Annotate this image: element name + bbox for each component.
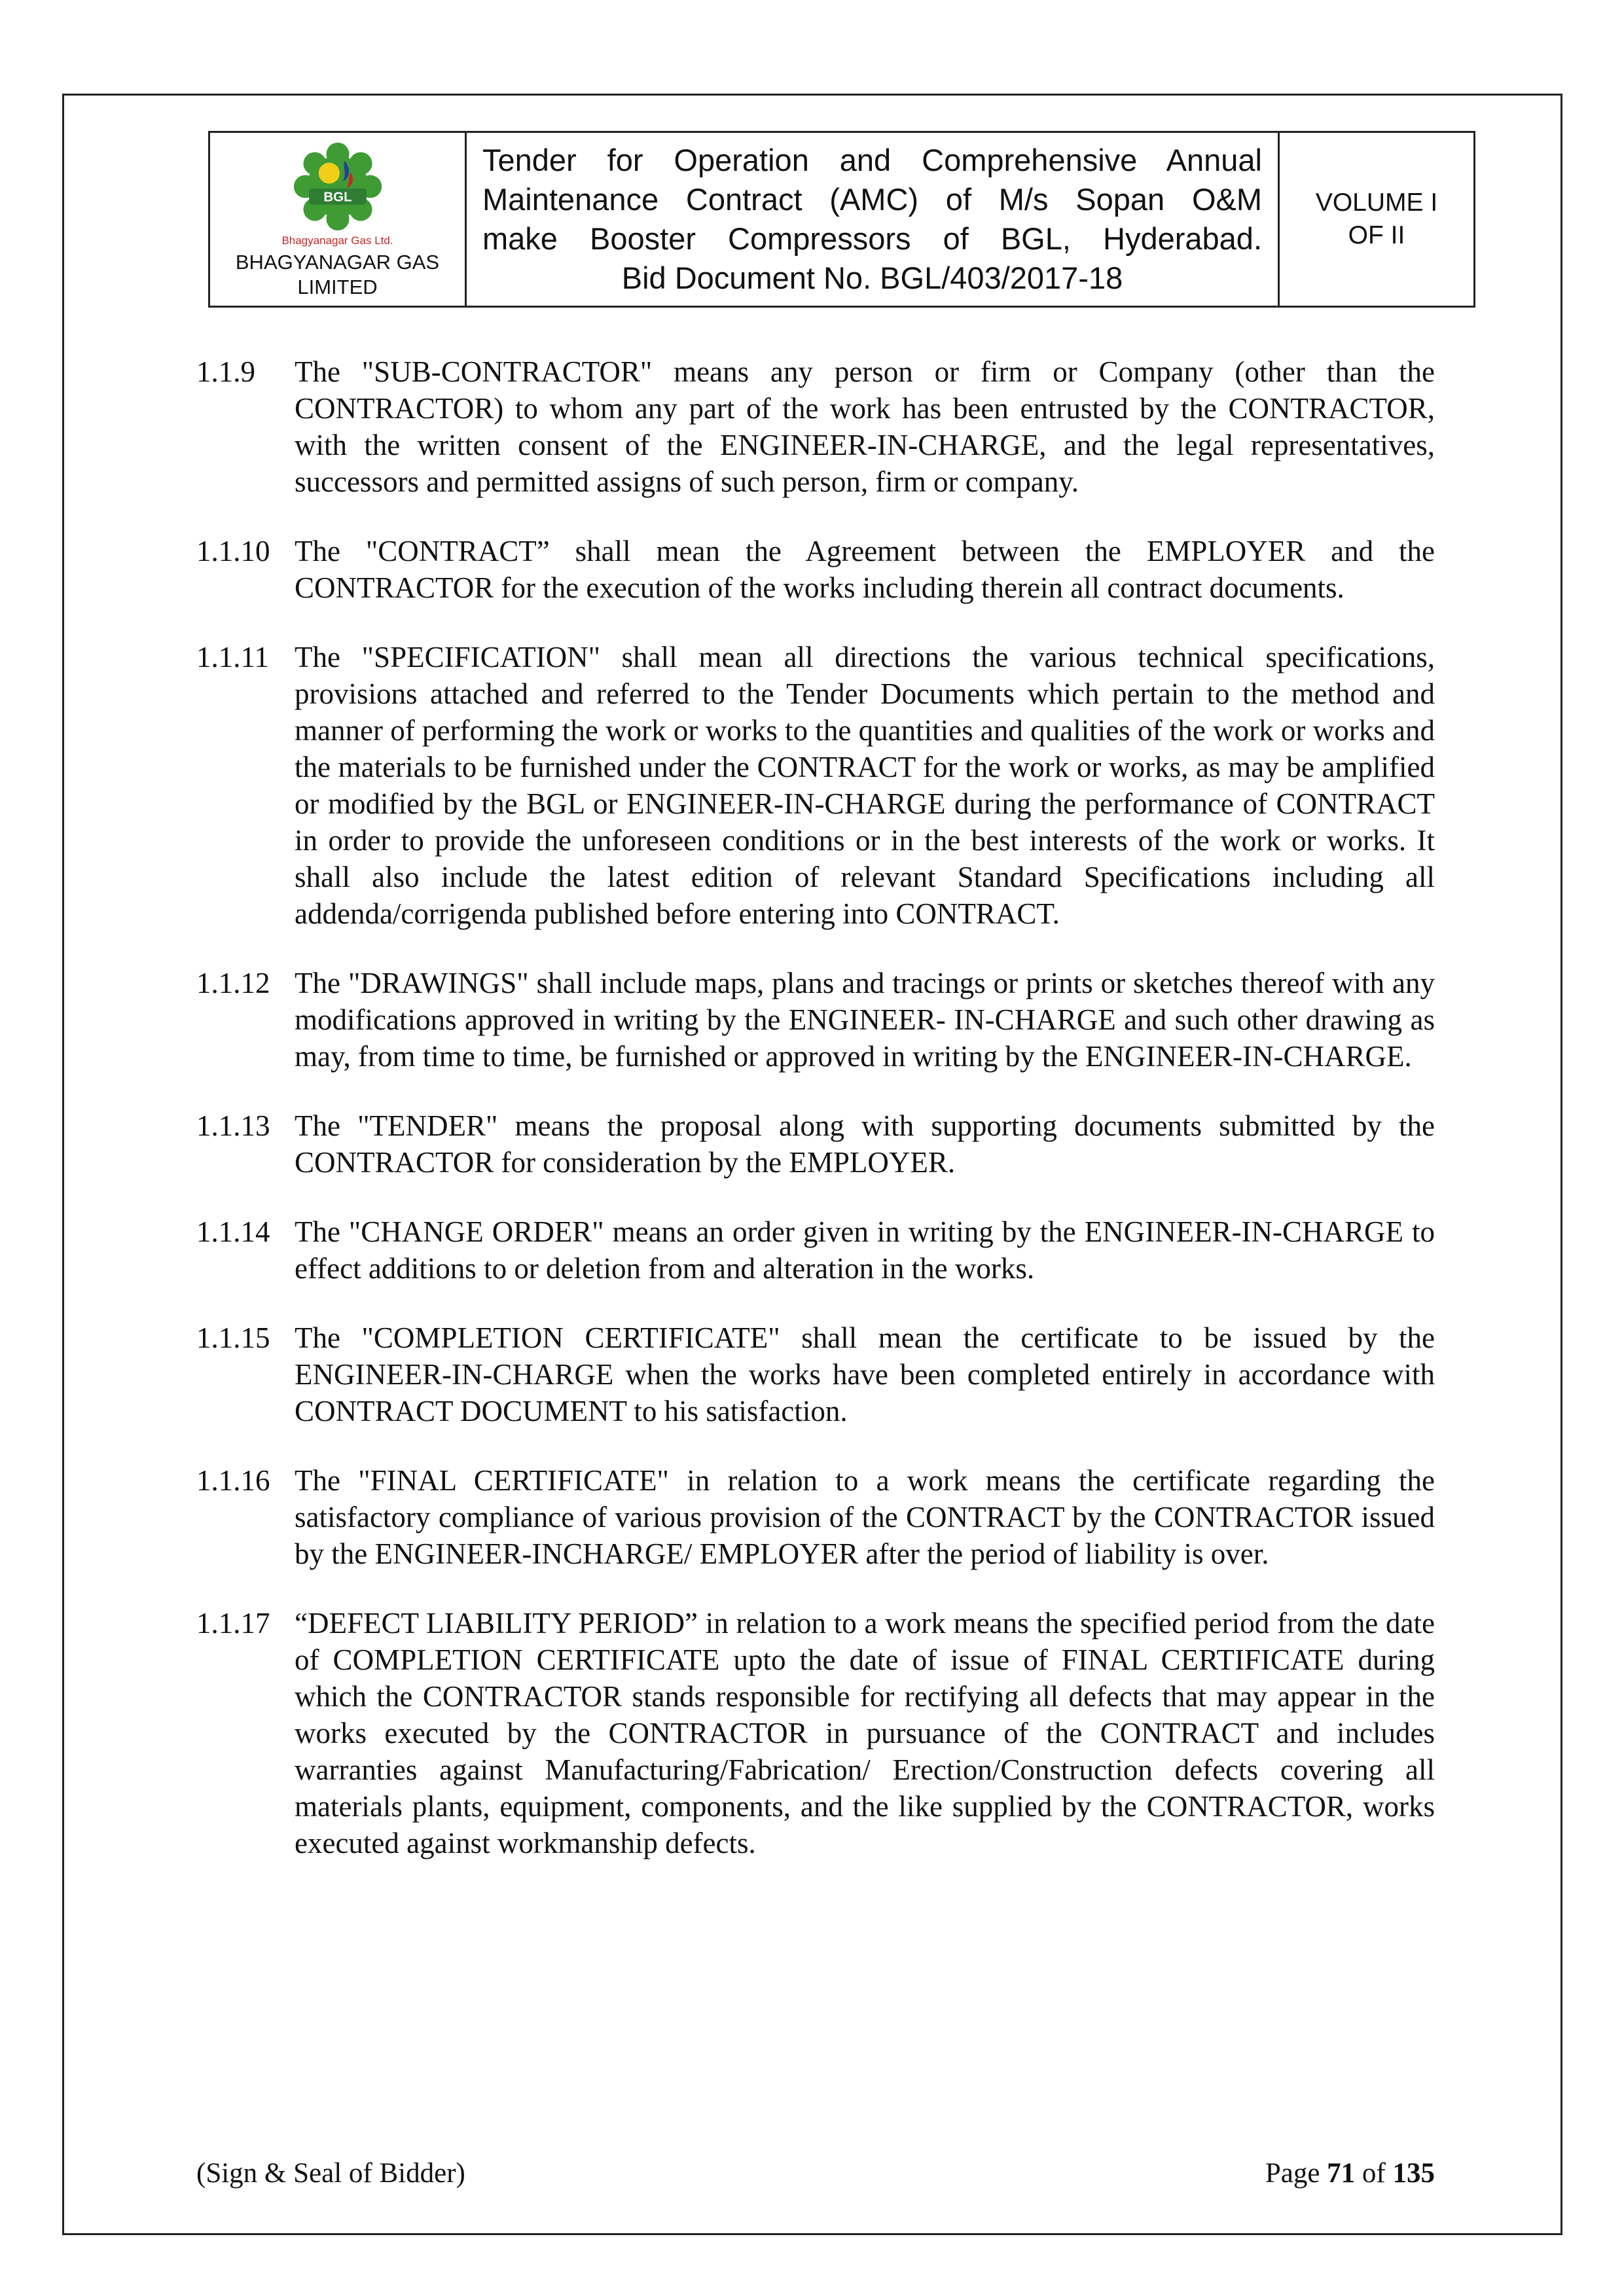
- bid-document-number: Bid Document No. BGL/403/2017-18: [621, 260, 1123, 295]
- volume-line-1: VOLUME I: [1315, 188, 1438, 217]
- clause-1-1-11: [196, 639, 1435, 932]
- volume-label: [1280, 133, 1473, 306]
- clause-number: 1.1.14: [196, 1215, 270, 1248]
- logo-caption: Bhagyanagar Gas Ltd.: [281, 234, 393, 247]
- clause-1-1-16: [196, 1462, 1435, 1572]
- of-word: of: [1362, 2158, 1386, 2189]
- clause-text: The "TENDER" means the proposal along with supporting documents submitted by the CONTRACTOR for consideration by the EMPLOYER.: [295, 1109, 1435, 1179]
- total-pages: 135: [1392, 2158, 1435, 2189]
- organization-name-line2: LIMITED: [297, 276, 378, 298]
- page-indicator: [1265, 2157, 1435, 2191]
- document-title-line-2: Maintenance Contract (AMC) of M/s Sopan O&M: [482, 182, 1262, 217]
- page-word: Page: [1265, 2158, 1320, 2189]
- clause-number: 1.1.13: [196, 1109, 270, 1142]
- clause-1-1-12: [196, 965, 1435, 1075]
- document-title: [467, 133, 1280, 306]
- clause-1-1-15: [196, 1319, 1435, 1429]
- clause-text: “DEFECT LIABILITY PERIOD” in relation to a work means the specified period from the date of COMPLETION CERTIFICATE upto the date of issue of FINAL CERTIFICATE during which the CONTRACTOR stands responsible for rectifying all defects that may appear in the works executed by the CONTRACTOR in pursuance of the CONTRACT and includes warranties against Manufacturing/Fabrication/ Erection/Construction defects covering all materials plants, equipment, components, and the like supplied by the CONTRACTOR, works executed against workmanship defects.: [295, 1607, 1435, 1859]
- clause-1-1-17: [196, 1605, 1435, 1861]
- clause-number: 1.1.10: [196, 535, 270, 567]
- organization-name: [236, 250, 439, 300]
- volume-line-2: OF II: [1348, 221, 1405, 249]
- clause-number: 1.1.12: [196, 967, 270, 999]
- clause-number: 1.1.16: [196, 1464, 270, 1497]
- organization-name-line1: BHAGYANAGAR GAS: [235, 251, 440, 274]
- clause-text: The "SPECIFICATION" shall mean all directions the various technical specifications, provisions attached and referred to the Tender Documents which pertain to the method and manner of performing the work or works to the quantities and qualities of the work or works and the materials to be furnished under the CONTRACT for the work or works, as may be amplified or modified by the BGL or ENGINEER-IN-CHARGE during the performance of CONTRACT in order to provide the unforeseen conditions or in the best interests of the work or works. It shall also include the latest edition of relevant Standard Specifications including all addenda/corrigenda published before entering into CONTRACT.: [295, 641, 1435, 930]
- clause-text: The "SUB-CONTRACTOR" means any person or firm or Company (other than the CONTRACTOR) to whom any part of the work has been entrusted by the CONTRACTOR, with the written consent of the ENGINEER-IN-CHARGE, and the legal representatives, successors and permitted assigns of such person, firm or company.: [295, 355, 1435, 498]
- bgl-logo-icon: [290, 139, 386, 234]
- document-title-line-3: make Booster Compressors of BGL, Hyderabad.: [482, 221, 1262, 256]
- clause-number: 1.1.15: [196, 1321, 270, 1354]
- clause-number: 1.1.11: [196, 641, 269, 673]
- clause-text: The "FINAL CERTIFICATE" in relation to a work means the certificate regarding the satisfactory compliance of various provision of the CONTRACT by the CONTRACTOR issued by the ENGINEER-INCHARGE/ EMPLOYER after the period of liability is over.: [295, 1464, 1435, 1570]
- clause-number: 1.1.9: [196, 355, 255, 388]
- logo-monogram: BGL: [323, 189, 352, 205]
- page-number: 71: [1327, 2158, 1356, 2189]
- clause-1-1-9: [196, 353, 1435, 500]
- document-title-line-1: Tender for Operation and Comprehensive Annual: [482, 143, 1262, 177]
- logo-cell: [210, 133, 467, 306]
- clause-text: The "CHANGE ORDER" means an order given in writing by the ENGINEER-IN-CHARGE to effect additions to or deletion from and alteration in the works.: [295, 1215, 1435, 1285]
- document-header: [208, 131, 1475, 308]
- sign-seal-note: (Sign & Seal of Bidder): [196, 2158, 465, 2189]
- clause-number: 1.1.17: [196, 1607, 270, 1640]
- clause-text: The "CONTRACT” shall mean the Agreement between the EMPLOYER and the CONTRACTOR for the execution of the works including therein all contract documents.: [295, 535, 1435, 604]
- clause-1-1-13: [196, 1107, 1435, 1181]
- clause-text: The "COMPLETION CERTIFICATE" shall mean the certificate to be issued by the ENGINEER-IN-CHARGE when the works have been completed entirely in accordance with CONTRACT DOCUMENT to his satisfaction.: [295, 1321, 1435, 1427]
- clause-text: The "DRAWINGS" shall include maps, plans and tracings or prints or sketches thereof with any modifications approved in writing by the ENGINEER- IN-CHARGE and such other drawing as may, from time to time, be furnished or approved in writing by the ENGINEER-IN-CHARGE.: [295, 967, 1435, 1073]
- page-footer: [196, 2157, 1435, 2191]
- clause-1-1-14: [196, 1213, 1435, 1287]
- clause-1-1-10: [196, 533, 1435, 606]
- clauses-section: [196, 353, 1435, 1894]
